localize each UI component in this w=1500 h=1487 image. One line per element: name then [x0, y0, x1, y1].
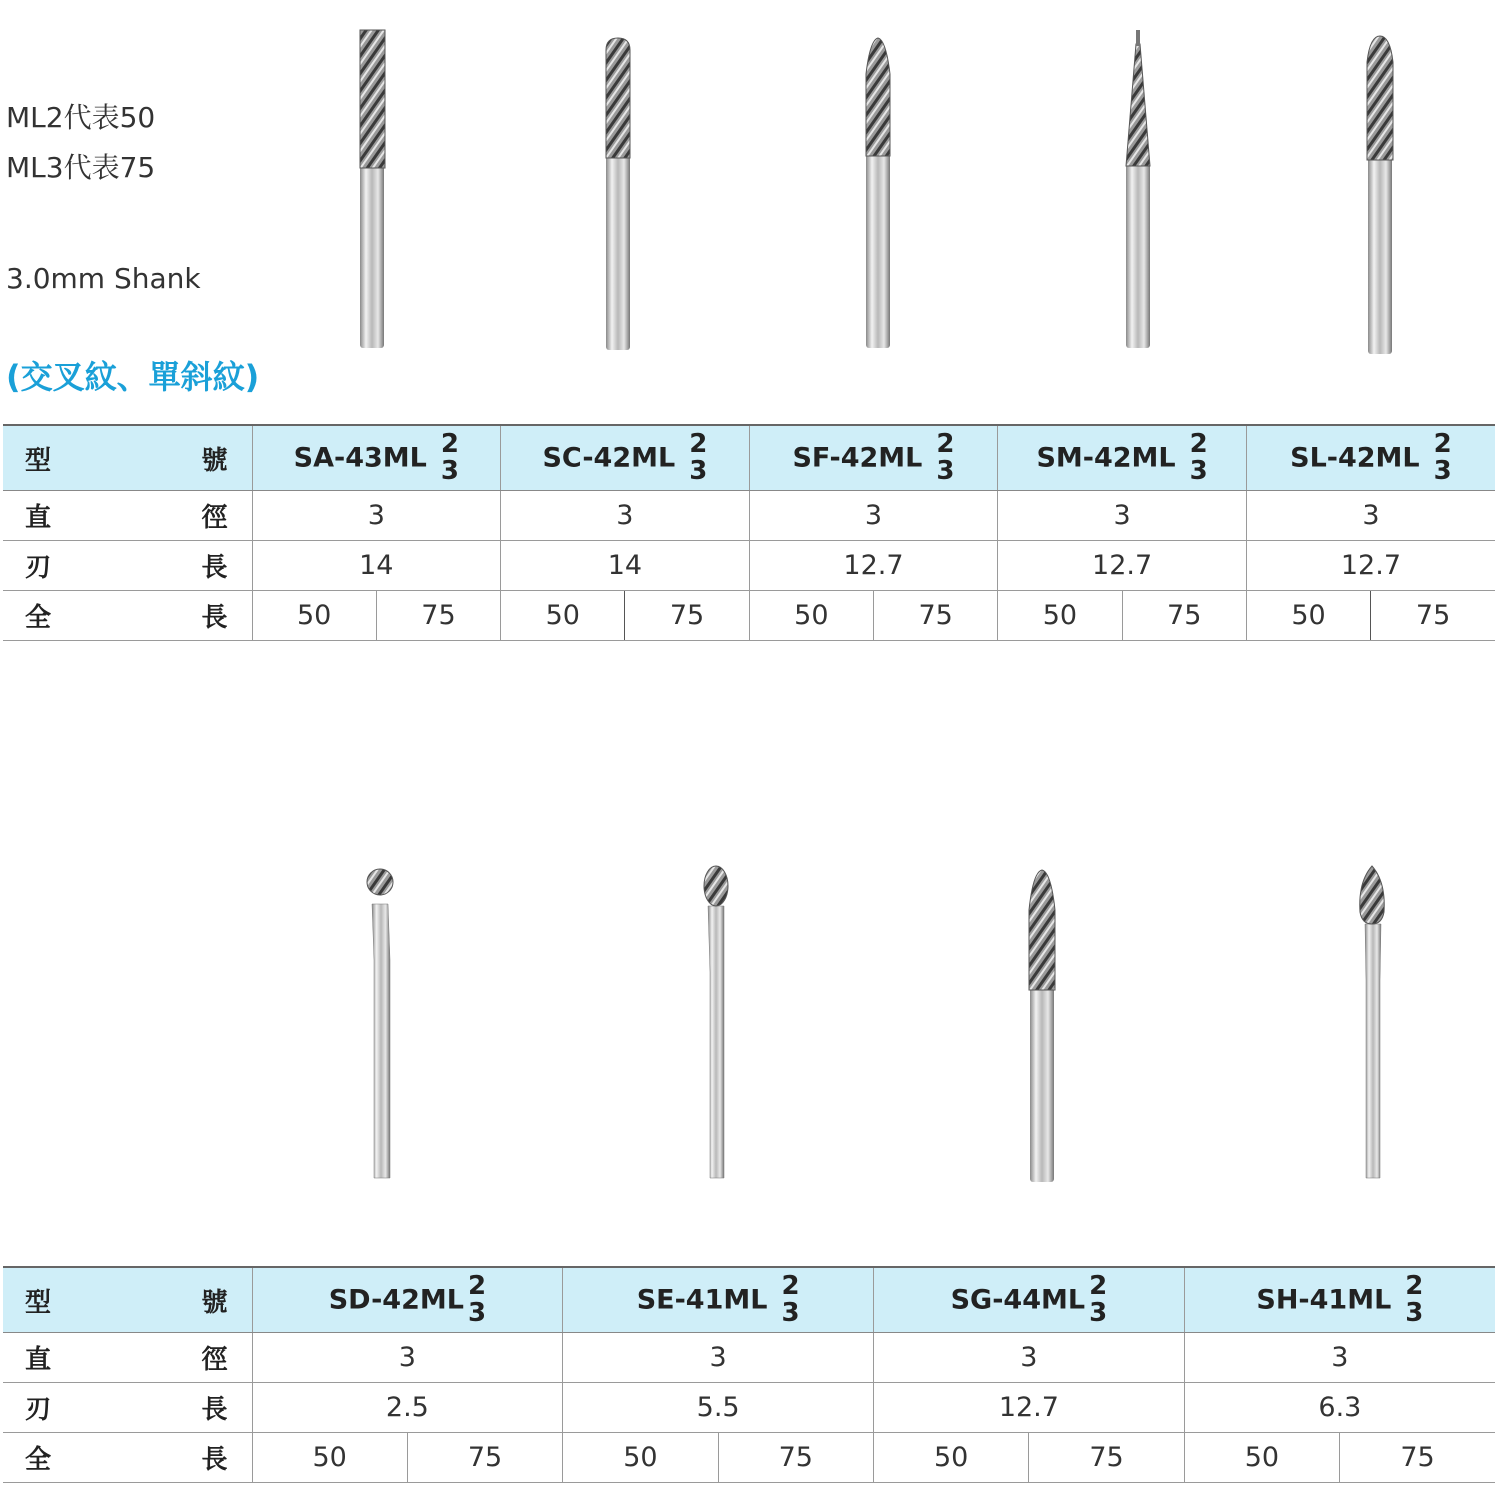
- total-length-cell: 50: [749, 591, 873, 641]
- label-blade-length: 刃 長: [3, 1383, 252, 1433]
- label-total-length: 全 長: [3, 591, 252, 641]
- label-model: 型 號: [3, 425, 252, 491]
- blade-length-cell: 12.7: [998, 541, 1247, 591]
- total-length-cell: 75: [376, 591, 500, 641]
- blade-length-cell: 14: [501, 541, 750, 591]
- tool-sf-image: [860, 34, 896, 352]
- model-cell: SG-44ML 2 3: [874, 1267, 1185, 1333]
- blade-length-cell: 14: [252, 541, 501, 591]
- total-length-cell: 75: [1029, 1433, 1184, 1483]
- total-length-cell: 50: [1184, 1433, 1339, 1483]
- label-total-length: 全 長: [3, 1433, 252, 1483]
- total-length-cell: 75: [873, 591, 997, 641]
- blade-length-cell: 12.7: [1246, 541, 1495, 591]
- diameter-cell: 3: [749, 491, 998, 541]
- note-ml2: ML2代表50: [6, 101, 156, 134]
- model-cell: SC-42ML 2 3: [501, 425, 750, 491]
- model-cell: SF-42ML 2 3: [749, 425, 998, 491]
- model-cell: SM-42ML 2 3: [998, 425, 1247, 491]
- table-row-blade-length: [3, 1383, 1495, 1433]
- table-row-blade-length: [3, 541, 1495, 591]
- blade-length-cell: 5.5: [563, 1383, 874, 1433]
- total-length-cell: 75: [625, 591, 749, 641]
- tool-sl-image: [1362, 32, 1398, 358]
- note-shank: 3.0mm Shank: [6, 262, 201, 295]
- tool-sg-image: [1024, 866, 1060, 1186]
- tool-sa-image: [355, 26, 391, 352]
- diameter-cell: 3: [998, 491, 1247, 541]
- model-cell: SD-42ML 2 3: [252, 1267, 563, 1333]
- table-row-model: [3, 425, 1495, 491]
- label-blade-length: 刃 長: [3, 541, 252, 591]
- table-row-total-length: [3, 591, 1495, 641]
- table-row-total-length: [3, 1433, 1495, 1483]
- diameter-cell: 3: [252, 491, 501, 541]
- spec-table-1: [3, 424, 1495, 641]
- label-diameter: 直 徑: [3, 491, 252, 541]
- total-length-cell: 75: [407, 1433, 562, 1483]
- table-row-diameter: [3, 1333, 1495, 1383]
- table-row-diameter: [3, 491, 1495, 541]
- tool-sc-image: [600, 34, 636, 354]
- tool-se-image: [698, 862, 734, 1184]
- blade-length-cell: 6.3: [1184, 1383, 1495, 1433]
- diameter-cell: 3: [252, 1333, 563, 1383]
- blade-length-cell: 12.7: [874, 1383, 1185, 1433]
- model-cell: SE-41ML 2 3: [563, 1267, 874, 1333]
- total-length-cell: 75: [1122, 591, 1246, 641]
- section-subtitle: (交叉紋、單斜紋): [6, 358, 260, 396]
- tool-sh-image: [1354, 862, 1390, 1184]
- model-cell: SA-43ML 2 3: [252, 425, 501, 491]
- total-length-cell: 75: [1371, 591, 1495, 641]
- total-length-cell: 50: [563, 1433, 718, 1483]
- diameter-cell: 3: [501, 491, 750, 541]
- label-diameter: 直 徑: [3, 1333, 252, 1383]
- total-length-cell: 75: [1340, 1433, 1495, 1483]
- tool-sm-image: [1120, 26, 1156, 352]
- diameter-cell: 3: [1184, 1333, 1495, 1383]
- diameter-cell: 3: [874, 1333, 1185, 1383]
- total-length-cell: 50: [252, 1433, 407, 1483]
- total-length-cell: 50: [252, 591, 376, 641]
- total-length-cell: 50: [501, 591, 625, 641]
- tool-sd-image: [362, 864, 398, 1184]
- total-length-cell: 50: [1246, 591, 1370, 641]
- total-length-cell: 50: [998, 591, 1122, 641]
- blade-length-cell: 12.7: [749, 541, 998, 591]
- total-length-cell: 75: [718, 1433, 873, 1483]
- model-cell: SL-42ML 2 3: [1246, 425, 1495, 491]
- spec-table-2: [3, 1266, 1495, 1483]
- blade-length-cell: 2.5: [252, 1383, 563, 1433]
- note-ml3: ML3代表75: [6, 151, 156, 184]
- total-length-cell: 50: [874, 1433, 1029, 1483]
- model-cell: SH-41ML 2 3: [1184, 1267, 1495, 1333]
- label-model: 型 號: [3, 1267, 252, 1333]
- table-row-model: [3, 1267, 1495, 1333]
- diameter-cell: 3: [1246, 491, 1495, 541]
- diameter-cell: 3: [563, 1333, 874, 1383]
